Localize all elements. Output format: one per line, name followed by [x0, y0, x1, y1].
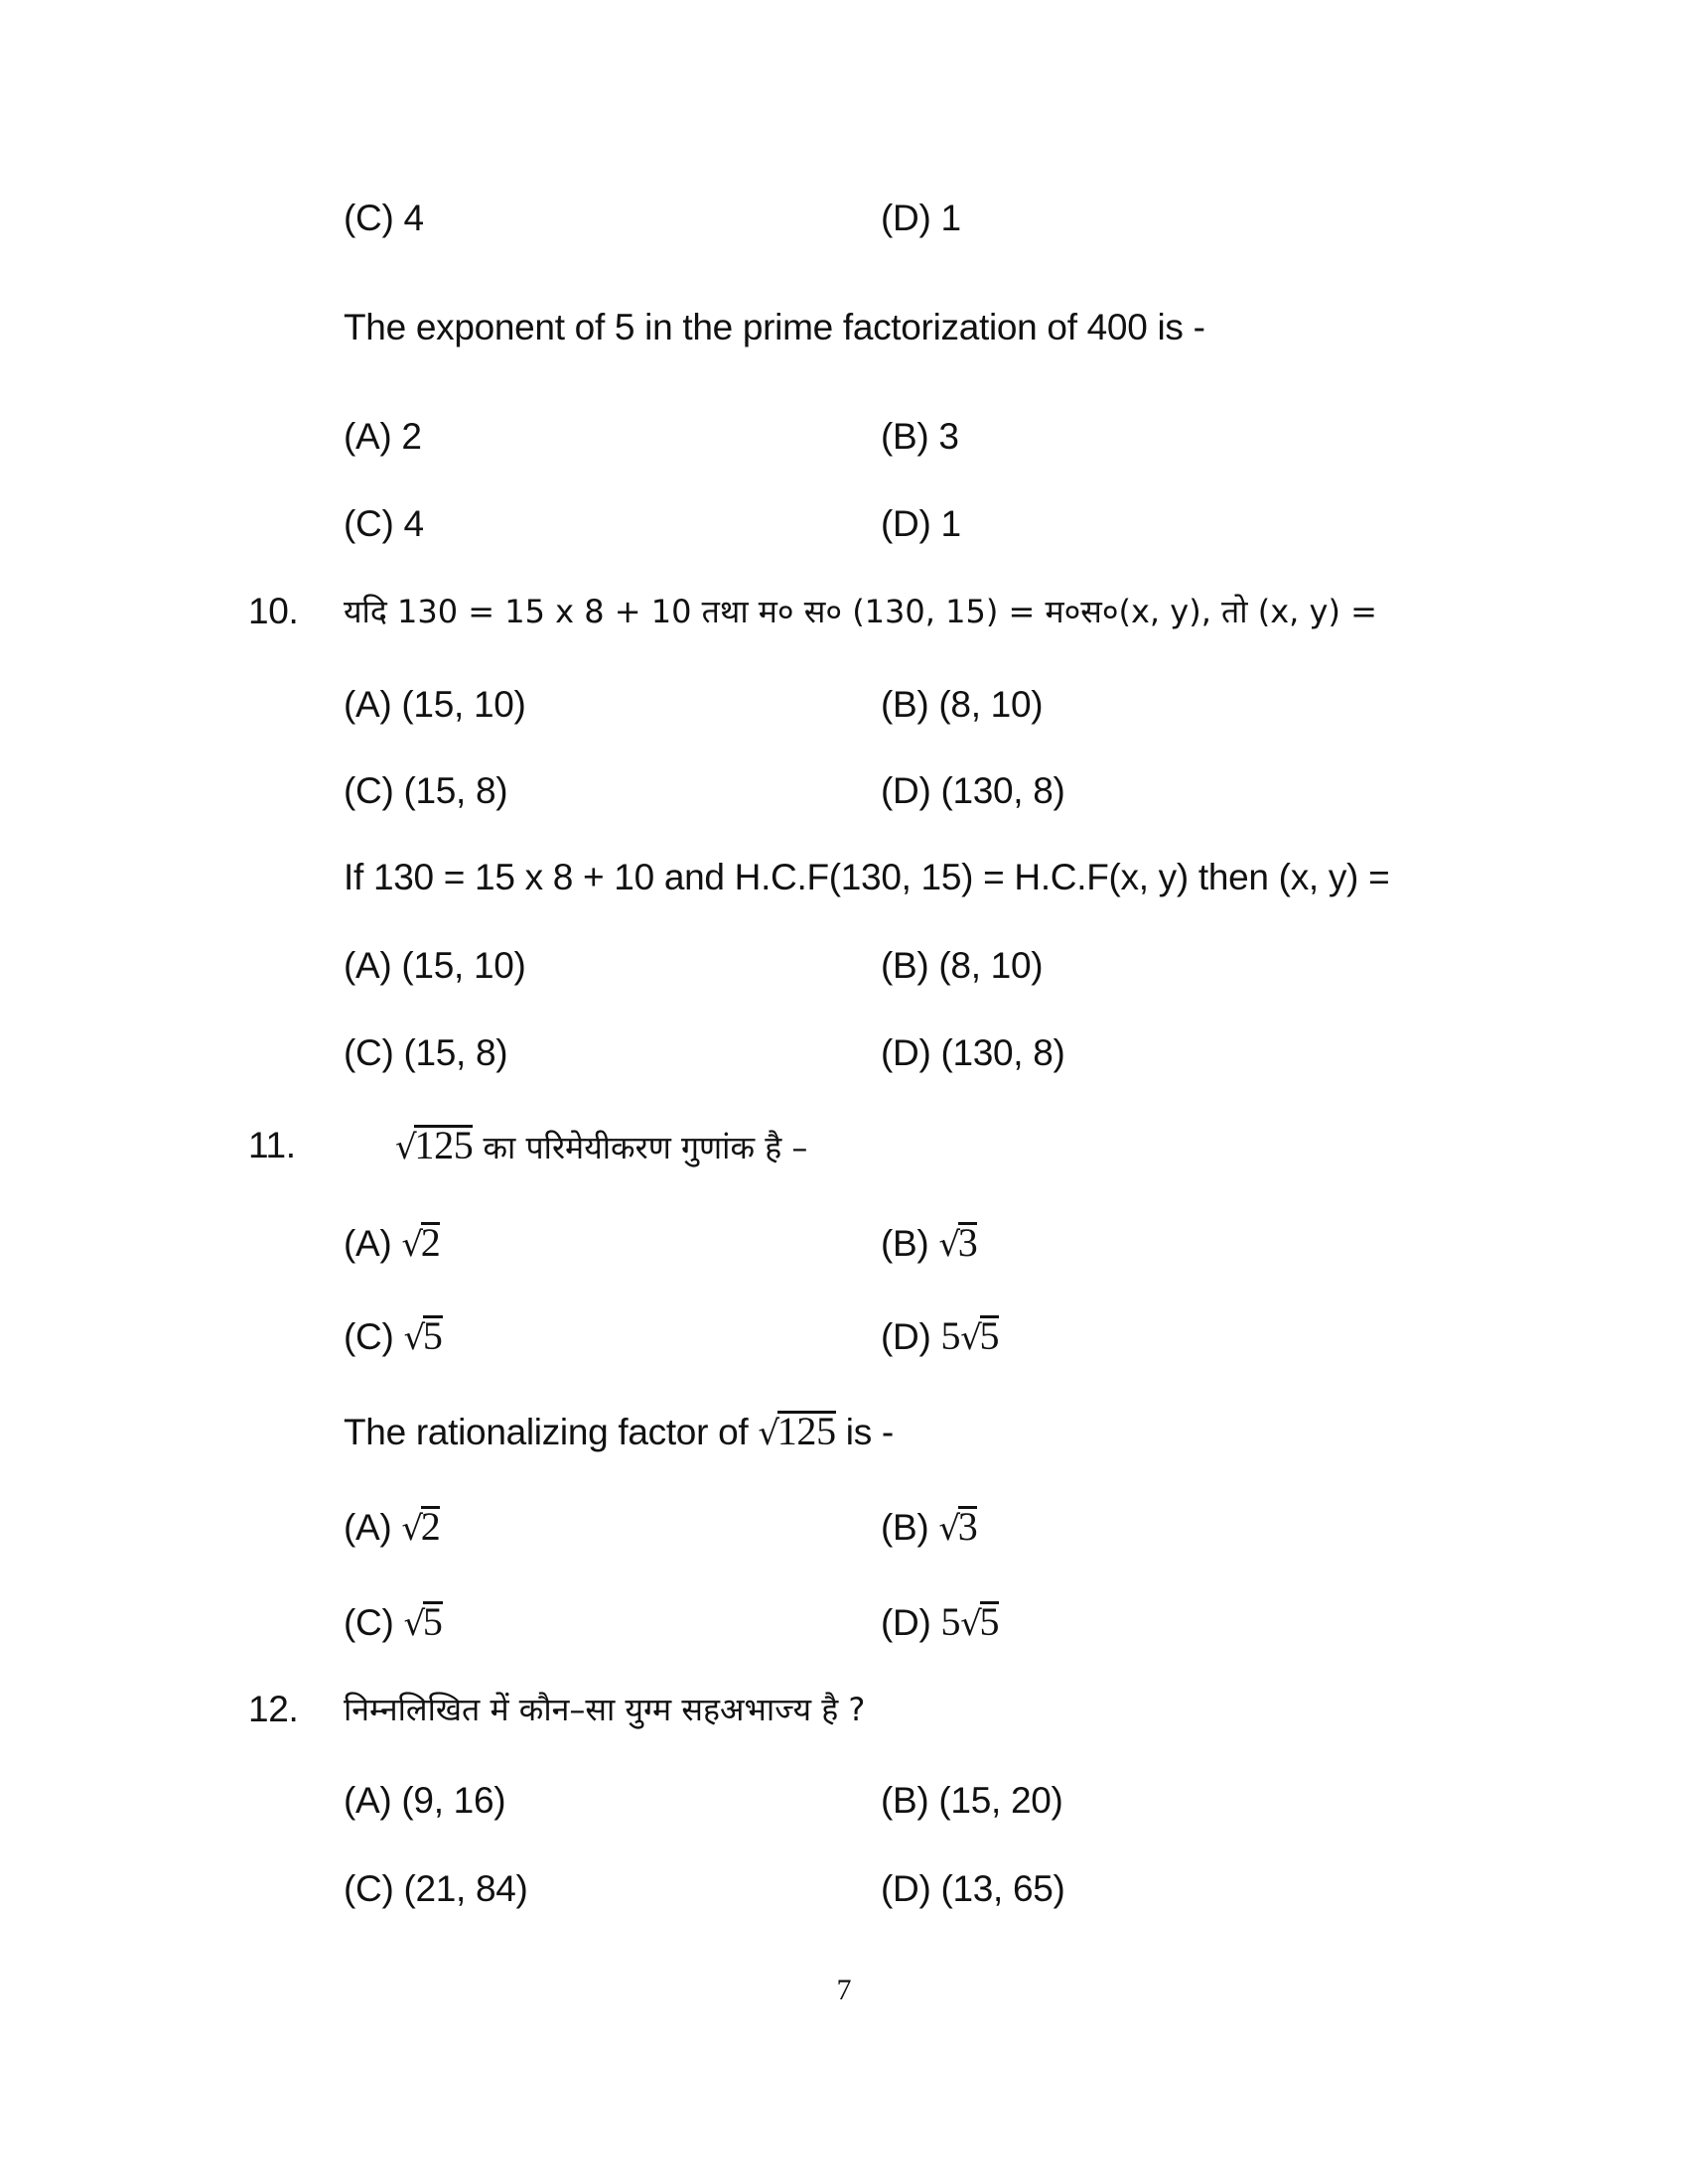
option-label: (A)	[344, 684, 392, 725]
option-d	[881, 494, 961, 554]
radical-sign-icon: √	[938, 1509, 960, 1549]
option-text: (13, 65)	[940, 1868, 1065, 1909]
option-label: (B)	[881, 416, 929, 457]
option-b	[881, 1497, 977, 1559]
question-number: 11.	[248, 1125, 296, 1165]
question-number: 10.	[248, 591, 299, 631]
option-text: (15, 8)	[403, 1032, 508, 1073]
option-d	[881, 189, 961, 248]
stem-prefix: The rationalizing factor of	[344, 1412, 749, 1452]
page-number: 7	[836, 1974, 852, 2006]
option-d	[881, 1306, 999, 1368]
option-row	[0, 189, 1688, 248]
option-text: (21, 84)	[403, 1868, 528, 1909]
option-text: 1	[940, 198, 961, 238]
question-text-hindi: यदि 130 = 15 x 8 + 10 तथा म० स० (130, 15) = म०स०(x, y), तो (x, y) =	[344, 593, 1377, 630]
question-text	[344, 1402, 894, 1463]
radicand: 3	[957, 1504, 978, 1549]
stem-suffix: is -	[845, 1412, 894, 1452]
option-label: (B)	[881, 945, 929, 986]
option-b	[881, 1771, 1063, 1831]
option-label: (C)	[344, 1868, 394, 1909]
option-text: 3	[938, 416, 959, 457]
coefficient: 5	[940, 1313, 961, 1358]
option-row	[0, 1024, 1688, 1083]
question-text: If 130 = 15 x 8 + 10 and H.C.F(130, 15) = H.C.F(x, y) then (x, y) =	[344, 857, 1390, 897]
option-a	[344, 675, 526, 735]
option-label: (A)	[344, 1507, 392, 1548]
option-row	[0, 407, 1688, 467]
option-c	[344, 1592, 443, 1654]
option-label: (C)	[344, 1316, 394, 1357]
option-label: (B)	[881, 1223, 929, 1264]
radicand: 2	[420, 1220, 441, 1265]
option-label: (D)	[881, 1602, 931, 1643]
option-text: (8, 10)	[938, 684, 1044, 725]
option-text: (15, 8)	[403, 770, 508, 811]
radical-sign-icon: √	[403, 1318, 425, 1358]
option-d	[881, 761, 1065, 821]
option-text: (9, 16)	[401, 1780, 506, 1821]
square-root-expression	[401, 1497, 440, 1559]
option-a	[344, 1213, 440, 1275]
option-row	[0, 1859, 1688, 1919]
option-row	[0, 1497, 1688, 1557]
option-label: (B)	[881, 1780, 929, 1821]
radicand: 5	[422, 1599, 443, 1644]
option-row	[0, 1306, 1688, 1366]
option-row	[0, 494, 1688, 554]
square-root-expression	[938, 1213, 977, 1275]
option-row	[0, 936, 1688, 996]
option-text: (15, 20)	[938, 1780, 1063, 1821]
option-row	[0, 1592, 1688, 1652]
square-root-expression	[401, 1213, 440, 1275]
radicand: 5	[422, 1313, 443, 1358]
option-c	[344, 189, 424, 248]
square-root-expression	[403, 1592, 442, 1654]
option-b	[881, 407, 959, 467]
option-row	[0, 1213, 1688, 1273]
option-d	[881, 1024, 1065, 1083]
radicand: 125	[414, 1123, 474, 1167]
option-label: (C)	[344, 1032, 394, 1073]
option-text: (130, 8)	[940, 770, 1065, 811]
radical-sign-icon: √	[395, 1128, 417, 1167]
radical-sign-icon: √	[403, 1604, 425, 1644]
square-root-expression	[403, 1306, 442, 1368]
option-label: (A)	[344, 1223, 392, 1264]
option-label: (B)	[881, 1507, 929, 1548]
option-c	[344, 1024, 507, 1083]
square-root-expression	[940, 1306, 999, 1368]
square-root-expression	[938, 1497, 977, 1559]
coefficient: 5	[940, 1599, 961, 1644]
question-11	[0, 1116, 1688, 1175]
option-text: (15, 10)	[401, 945, 526, 986]
option-row	[0, 675, 1688, 735]
option-label: (C)	[344, 770, 394, 811]
radical-sign-icon: √	[758, 1414, 779, 1453]
question-12	[0, 1680, 1688, 1739]
question-stem-english	[0, 1402, 1688, 1461]
option-c	[344, 494, 424, 554]
option-label: (A)	[344, 945, 392, 986]
radicand: 125	[776, 1409, 836, 1453]
option-d	[881, 1859, 1065, 1919]
question-10	[0, 582, 1688, 641]
option-label: (C)	[344, 503, 394, 544]
option-label: (D)	[881, 770, 931, 811]
square-root-expression	[758, 1402, 835, 1463]
option-c	[344, 761, 507, 821]
option-a	[344, 1771, 505, 1831]
question-stem-english	[0, 298, 1688, 357]
option-text: (15, 10)	[401, 684, 526, 725]
option-text: 4	[403, 198, 424, 238]
radicand: 5	[979, 1599, 1000, 1644]
option-label: (C)	[344, 1602, 394, 1643]
option-text: (8, 10)	[938, 945, 1044, 986]
option-label: (C)	[344, 198, 394, 238]
option-b	[881, 936, 1043, 996]
option-c	[344, 1859, 528, 1919]
question-number: 12.	[248, 1689, 299, 1729]
option-b	[881, 1213, 977, 1275]
radicand: 3	[957, 1220, 978, 1265]
stem-suffix: का परिमेयीकरण गुणांक है –	[483, 1129, 808, 1166]
radical-sign-icon: √	[401, 1509, 423, 1549]
option-row	[0, 761, 1688, 821]
radical-sign-icon: √	[960, 1604, 982, 1644]
option-label: (B)	[881, 684, 929, 725]
option-label: (D)	[881, 1032, 931, 1073]
question-stem-english	[0, 848, 1688, 907]
option-a	[344, 1497, 440, 1559]
option-a	[344, 936, 526, 996]
option-b	[881, 675, 1043, 735]
question-text-hindi: निम्नलिखित में कौन–सा युग्म सहअभाज्य है ?	[344, 1691, 866, 1728]
option-label: (D)	[881, 1868, 931, 1909]
radicand: 2	[420, 1504, 441, 1549]
option-a	[344, 407, 422, 467]
option-text: 1	[940, 503, 961, 544]
option-c	[344, 1306, 443, 1368]
radical-sign-icon: √	[401, 1225, 423, 1265]
square-root-expression	[940, 1592, 999, 1654]
question-text: The exponent of 5 in the prime factorization of 400 is -	[344, 307, 1205, 347]
option-label: (A)	[344, 416, 392, 457]
radical-sign-icon: √	[938, 1225, 960, 1265]
option-text: (130, 8)	[940, 1032, 1065, 1073]
option-d	[881, 1592, 999, 1654]
radical-sign-icon: √	[960, 1318, 982, 1358]
option-label: (D)	[881, 503, 931, 544]
radicand: 5	[979, 1313, 1000, 1358]
question-text-hindi	[395, 1116, 807, 1177]
option-row	[0, 1771, 1688, 1831]
option-text: 2	[401, 416, 422, 457]
option-label: (D)	[881, 198, 931, 238]
option-text: 4	[403, 503, 424, 544]
option-label: (D)	[881, 1316, 931, 1357]
option-label: (A)	[344, 1780, 392, 1821]
square-root-expression	[395, 1116, 473, 1177]
